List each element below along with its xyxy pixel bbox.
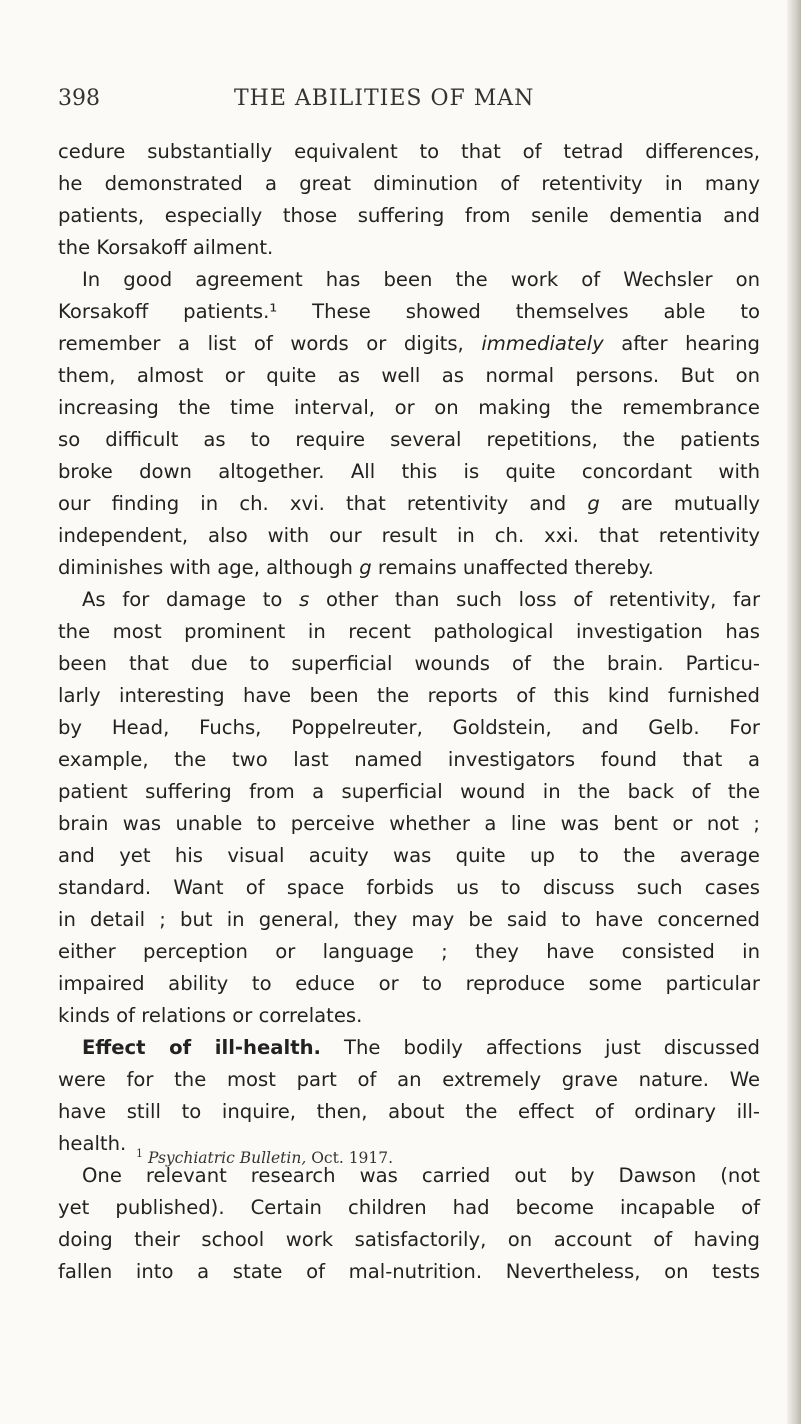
- text-line: broke down altogether. All this is quite concordant with: [58, 460, 760, 483]
- text-line: patient suffering from a superficial wound in the back of the: [58, 780, 760, 803]
- text-line: in detail ; but in general, they may be said to have concerned: [58, 908, 760, 931]
- footnote-title: Psychiatric Bulletin,: [147, 1149, 307, 1168]
- page-header: [58, 86, 758, 126]
- footnote: [136, 1147, 393, 1167]
- text-line: so difficult as to require several repetitions, the patients: [58, 428, 760, 451]
- footnote-marker: 1: [136, 1147, 143, 1160]
- text-line: our finding in ch. xvi. that retentivity and g are mutually: [58, 492, 760, 515]
- text-line: increasing the time interval, or on making the remembrance: [58, 396, 760, 419]
- text-line: example, the two last named investigators found that a: [58, 748, 760, 771]
- text-line: Effect of ill-health. The bodily affections just discussed: [82, 1036, 760, 1059]
- text-line: by Head, Fuchs, Poppelreuter, Goldstein, and Gelb. For: [58, 716, 760, 739]
- text-line: doing their school work satisfactorily, on account of having: [58, 1228, 760, 1251]
- text-line: were for the most part of an extremely grave nature. We: [58, 1068, 760, 1091]
- text-line: independent, also with our result in ch. xxi. that retentivity: [58, 524, 760, 547]
- text-line: standard. Want of space forbids us to discuss such cases: [58, 876, 760, 899]
- text-line: have still to inquire, then, about the effect of ordinary ill-: [58, 1100, 760, 1123]
- text-line: larly interesting have been the reports of this kind furnished: [58, 684, 760, 707]
- text-line: he demonstrated a great diminution of retentivity in many: [58, 172, 760, 195]
- text-line: health.: [58, 1132, 127, 1155]
- text-line: In good agreement has been the work of Wechsler on: [82, 268, 760, 291]
- body-text: [58, 136, 760, 1288]
- section-run-in-heading: Effect of ill-health.: [82, 1036, 321, 1059]
- text-line: the Korsakoff ailment.: [58, 236, 274, 259]
- text-line: patients, especially those suffering from senile dementia and: [58, 204, 760, 227]
- text-line: Korsakoff patients.¹ These showed themselves able to: [58, 300, 760, 323]
- footnote-date: Oct. 1917.: [306, 1149, 394, 1168]
- text-line: the most prominent in recent pathological investigation has: [58, 620, 760, 643]
- text-line: impaired ability to educe or to reproduce some particular: [58, 972, 760, 995]
- text-line: diminishes with age, although g remains unaffected thereby.: [58, 556, 654, 579]
- text-line: them, almost or quite as well as normal persons. But on: [58, 364, 760, 387]
- running-head: THE ABILITIES OF MAN: [234, 86, 535, 111]
- page-number: 398: [58, 86, 100, 111]
- text-line: either perception or language ; they have consisted in: [58, 940, 760, 963]
- text-line: yet published). Certain children had become incapable of: [58, 1196, 760, 1219]
- text-line: remember a list of words or digits, immediately after hearing: [58, 332, 760, 355]
- text-line: fallen into a state of mal-nutrition. Nevertheless, on tests: [58, 1260, 760, 1283]
- text-line: One relevant research was carried out by Dawson (not: [82, 1164, 760, 1187]
- text-line: and yet his visual acuity was quite up to the average: [58, 844, 760, 867]
- text-line: cedure substantially equivalent to that of tetrad differences,: [58, 140, 760, 163]
- text-line: been that due to superficial wounds of the brain. Particu-: [58, 652, 760, 675]
- page-edge-shadow: [787, 0, 801, 1424]
- text-line: kinds of relations or correlates.: [58, 1004, 363, 1027]
- text-line: brain was unable to perceive whether a line was bent or not ;: [58, 812, 760, 835]
- text-line: As for damage to s other than such loss of retentivity, far: [82, 588, 761, 611]
